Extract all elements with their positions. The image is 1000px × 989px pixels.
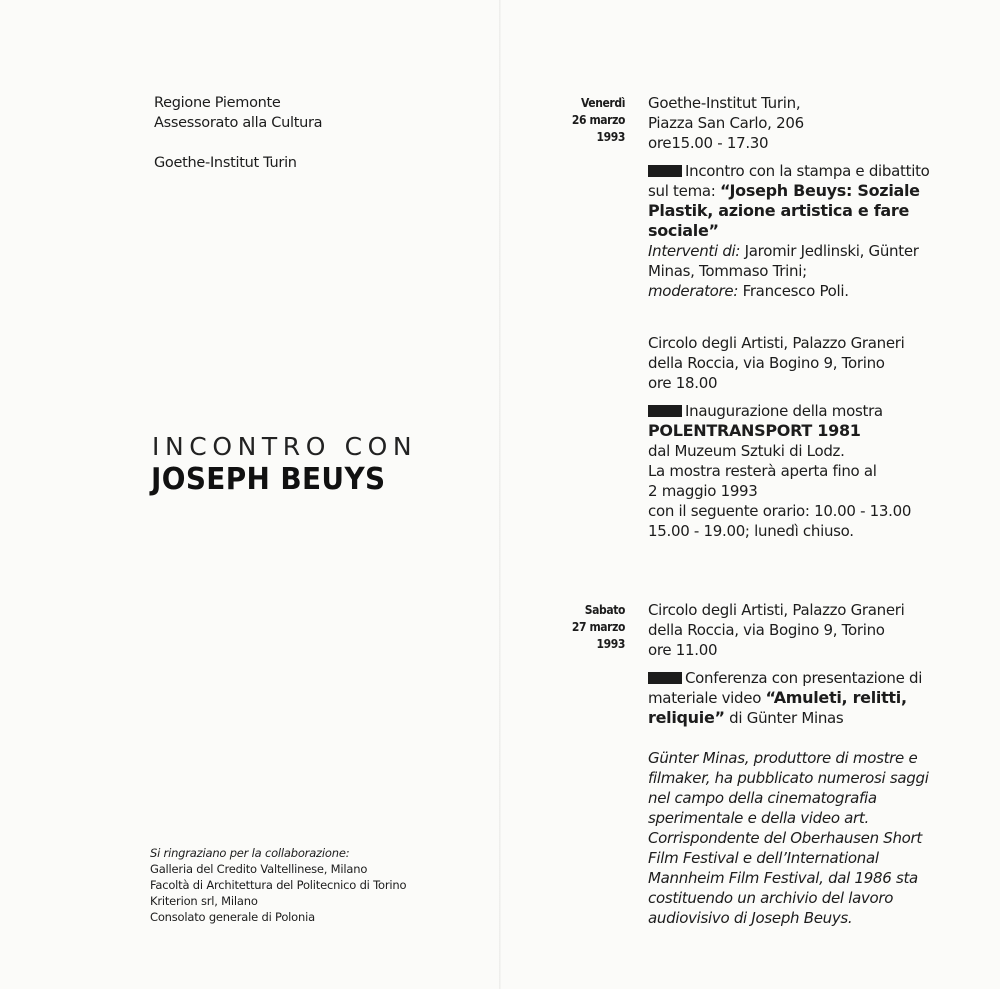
event-venue-line: della Roccia, via Bogino 9, Torino [648,354,885,372]
day2-event [648,600,948,728]
event-description: Inaugurazione della mostra [648,401,948,421]
bullet-marker [648,672,682,684]
day1-day: 26 marzo [571,113,625,127]
event-description: Incontro con la stampa e dibattito sul tema: “Joseph Beuys: Soziale Plastik, azione artistica e fare sociale” [648,162,930,240]
event-venue-line: Goethe-Institut Turin, [648,94,801,112]
acknowledgement-line: Consolato generale di Polonia [150,910,315,924]
day2-day: 27 marzo [571,620,625,634]
event-venue-line: Circolo degli Artisti, Palazzo Graneri [648,334,905,352]
event-venue-line: Piazza San Carlo, 206 [648,114,804,132]
speakers: Interventi di: Jaromir Jedlinski, Günter Minas, Tommaso Trini; [648,242,919,280]
organizer-region: Regione Piemonte [154,95,281,111]
speaker-bio [648,748,948,928]
event-time: ore15.00 - 17.30 [648,134,769,152]
exhibition-line: 15.00 - 19.00; lunedì chiuso. [648,522,854,540]
moderator: moderatore: Francesco Poli. [648,282,849,300]
exhibition-line: La mostra resterà aperta fino al [648,462,877,480]
event-time: ore 18.00 [648,374,718,392]
bullet-marker [648,165,682,177]
bio-line: filmaker, ha pubblicato numerosi saggi [648,769,929,787]
bullet-marker [648,405,682,417]
bio-line: costituendo un archivio del lavoro [648,889,894,907]
day1-date [540,95,625,146]
debate-title: “Joseph Beuys: Soziale Plastik, azione artistica e fare sociale” [648,181,920,240]
acknowledgements [150,845,406,925]
bio-line: Film Festival e dell’International [648,849,879,867]
bio-line: Günter Minas, produttore di mostre e [648,749,918,767]
acknowledgement-line: Galleria del Credito Valtellinese, Milano [150,862,368,876]
bio-line: audiovisivo di Joseph Beuys. [648,909,853,927]
acknowledgements-heading: Si ringraziano per la collaborazione: [150,846,350,860]
day2-weekday: Sabato [584,603,625,617]
event-venue-line: Circolo degli Artisti, Palazzo Graneri [648,601,905,619]
day1-event2 [648,333,948,541]
exhibition-title: POLENTRANSPORT 1981 [648,421,861,440]
event-time: ore 11.00 [648,641,718,659]
event-venue-line: della Roccia, via Bogino 9, Torino [648,621,885,639]
organizer-department: Assessorato alla Cultura [154,115,323,131]
acknowledgement-line: Facoltà di Architettura del Politecnico di Torino [150,878,407,892]
day2-date [540,602,625,653]
event-description: Conferenza con presentazione di materiale video “Amuleti, relitti, reliquie” di Günter Minas [648,669,923,727]
title-incontro: INCONTRO CON [152,432,418,461]
day1-weekday: Venerdì [581,96,625,110]
exhibition-line: 2 maggio 1993 [648,482,758,500]
bio-line: nel campo della cinematografia [648,789,877,807]
day1-year: 1993 [596,130,625,144]
day1-event1 [648,93,948,301]
bio-line: Corrispondente del Oberhausen Short [648,829,922,847]
video-title: “Amuleti, relitti, reliquie” [648,688,907,727]
title-joseph-beuys: JOSEPH BEUYS [151,462,386,497]
day2-year: 1993 [596,637,625,651]
bio-line: sperimentale e della video art. [648,809,869,827]
acknowledgement-line: Kriterion srl, Milano [150,894,258,908]
institute: Goethe-Institut Turin [154,155,297,171]
page-fold [499,0,501,989]
exhibition-line: dal Muzeum Sztuki di Lodz. [648,442,845,460]
bio-line: Mannheim Film Festival, dal 1986 sta [648,869,918,887]
organizers [154,93,322,133]
exhibition-line: con il seguente orario: 10.00 - 13.00 [648,502,912,520]
